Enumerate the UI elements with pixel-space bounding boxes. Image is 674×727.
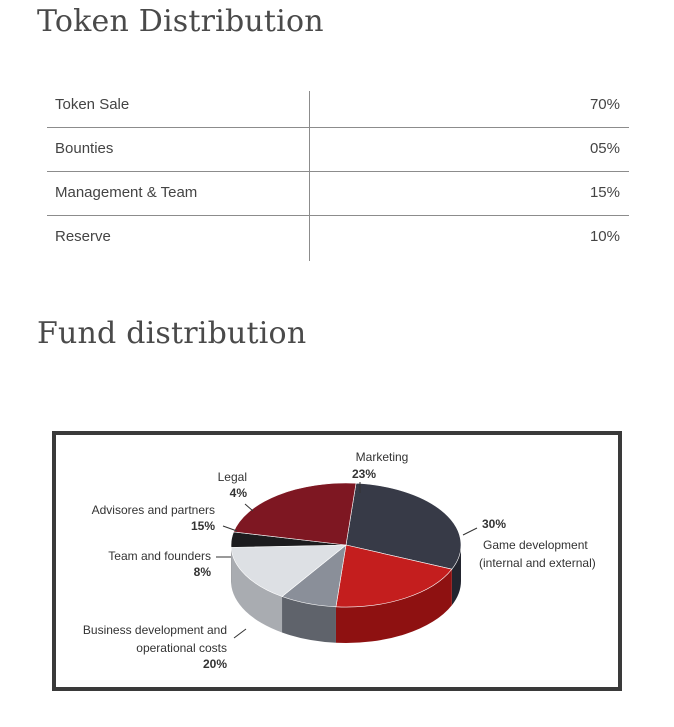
leader-business-dev [234, 629, 246, 638]
pct-game-dev: 30% [482, 517, 507, 531]
fund-distribution-title: Fund distribution [37, 316, 307, 351]
row-label: Bounties [55, 140, 114, 157]
pct-team-founders: 8% [193, 565, 211, 579]
table-row [47, 216, 629, 259]
token-distribution-title: Token Distribution [37, 4, 324, 39]
pct-legal: 4% [229, 486, 247, 500]
label-marketing: Marketing [355, 450, 409, 464]
label-business-dev: Business development and [82, 623, 227, 637]
row-label: Reserve [55, 228, 111, 245]
table-column-divider [309, 91, 310, 261]
token-distribution-table [47, 84, 629, 259]
row-label: Management & Team [55, 184, 198, 201]
table-row [47, 128, 629, 172]
pct-business-dev: 20% [202, 657, 227, 671]
leader-legal [245, 504, 253, 511]
row-value: 15% [589, 184, 620, 201]
pie-chart-svg [56, 435, 618, 687]
row-value: 05% [589, 140, 620, 157]
pct-marketing: 23% [351, 467, 377, 481]
label-business-dev-2: operational costs [136, 641, 227, 655]
pie-slices [231, 483, 461, 643]
row-value: 70% [589, 96, 620, 113]
table-row [47, 84, 629, 128]
label-legal: Legal [217, 470, 247, 484]
leader-game-dev [463, 528, 477, 535]
label-advisors: Advisores and partners [91, 503, 215, 517]
table-row [47, 172, 629, 216]
label-game-dev: Game development [483, 538, 588, 552]
label-team-founders: Team and founders [108, 549, 211, 563]
pct-advisors: 15% [190, 519, 215, 533]
row-value: 10% [589, 228, 620, 245]
fund-distribution-chart [52, 431, 622, 691]
label-game-dev-2: (internal and external) [479, 556, 596, 570]
row-label: Token Sale [55, 96, 130, 113]
